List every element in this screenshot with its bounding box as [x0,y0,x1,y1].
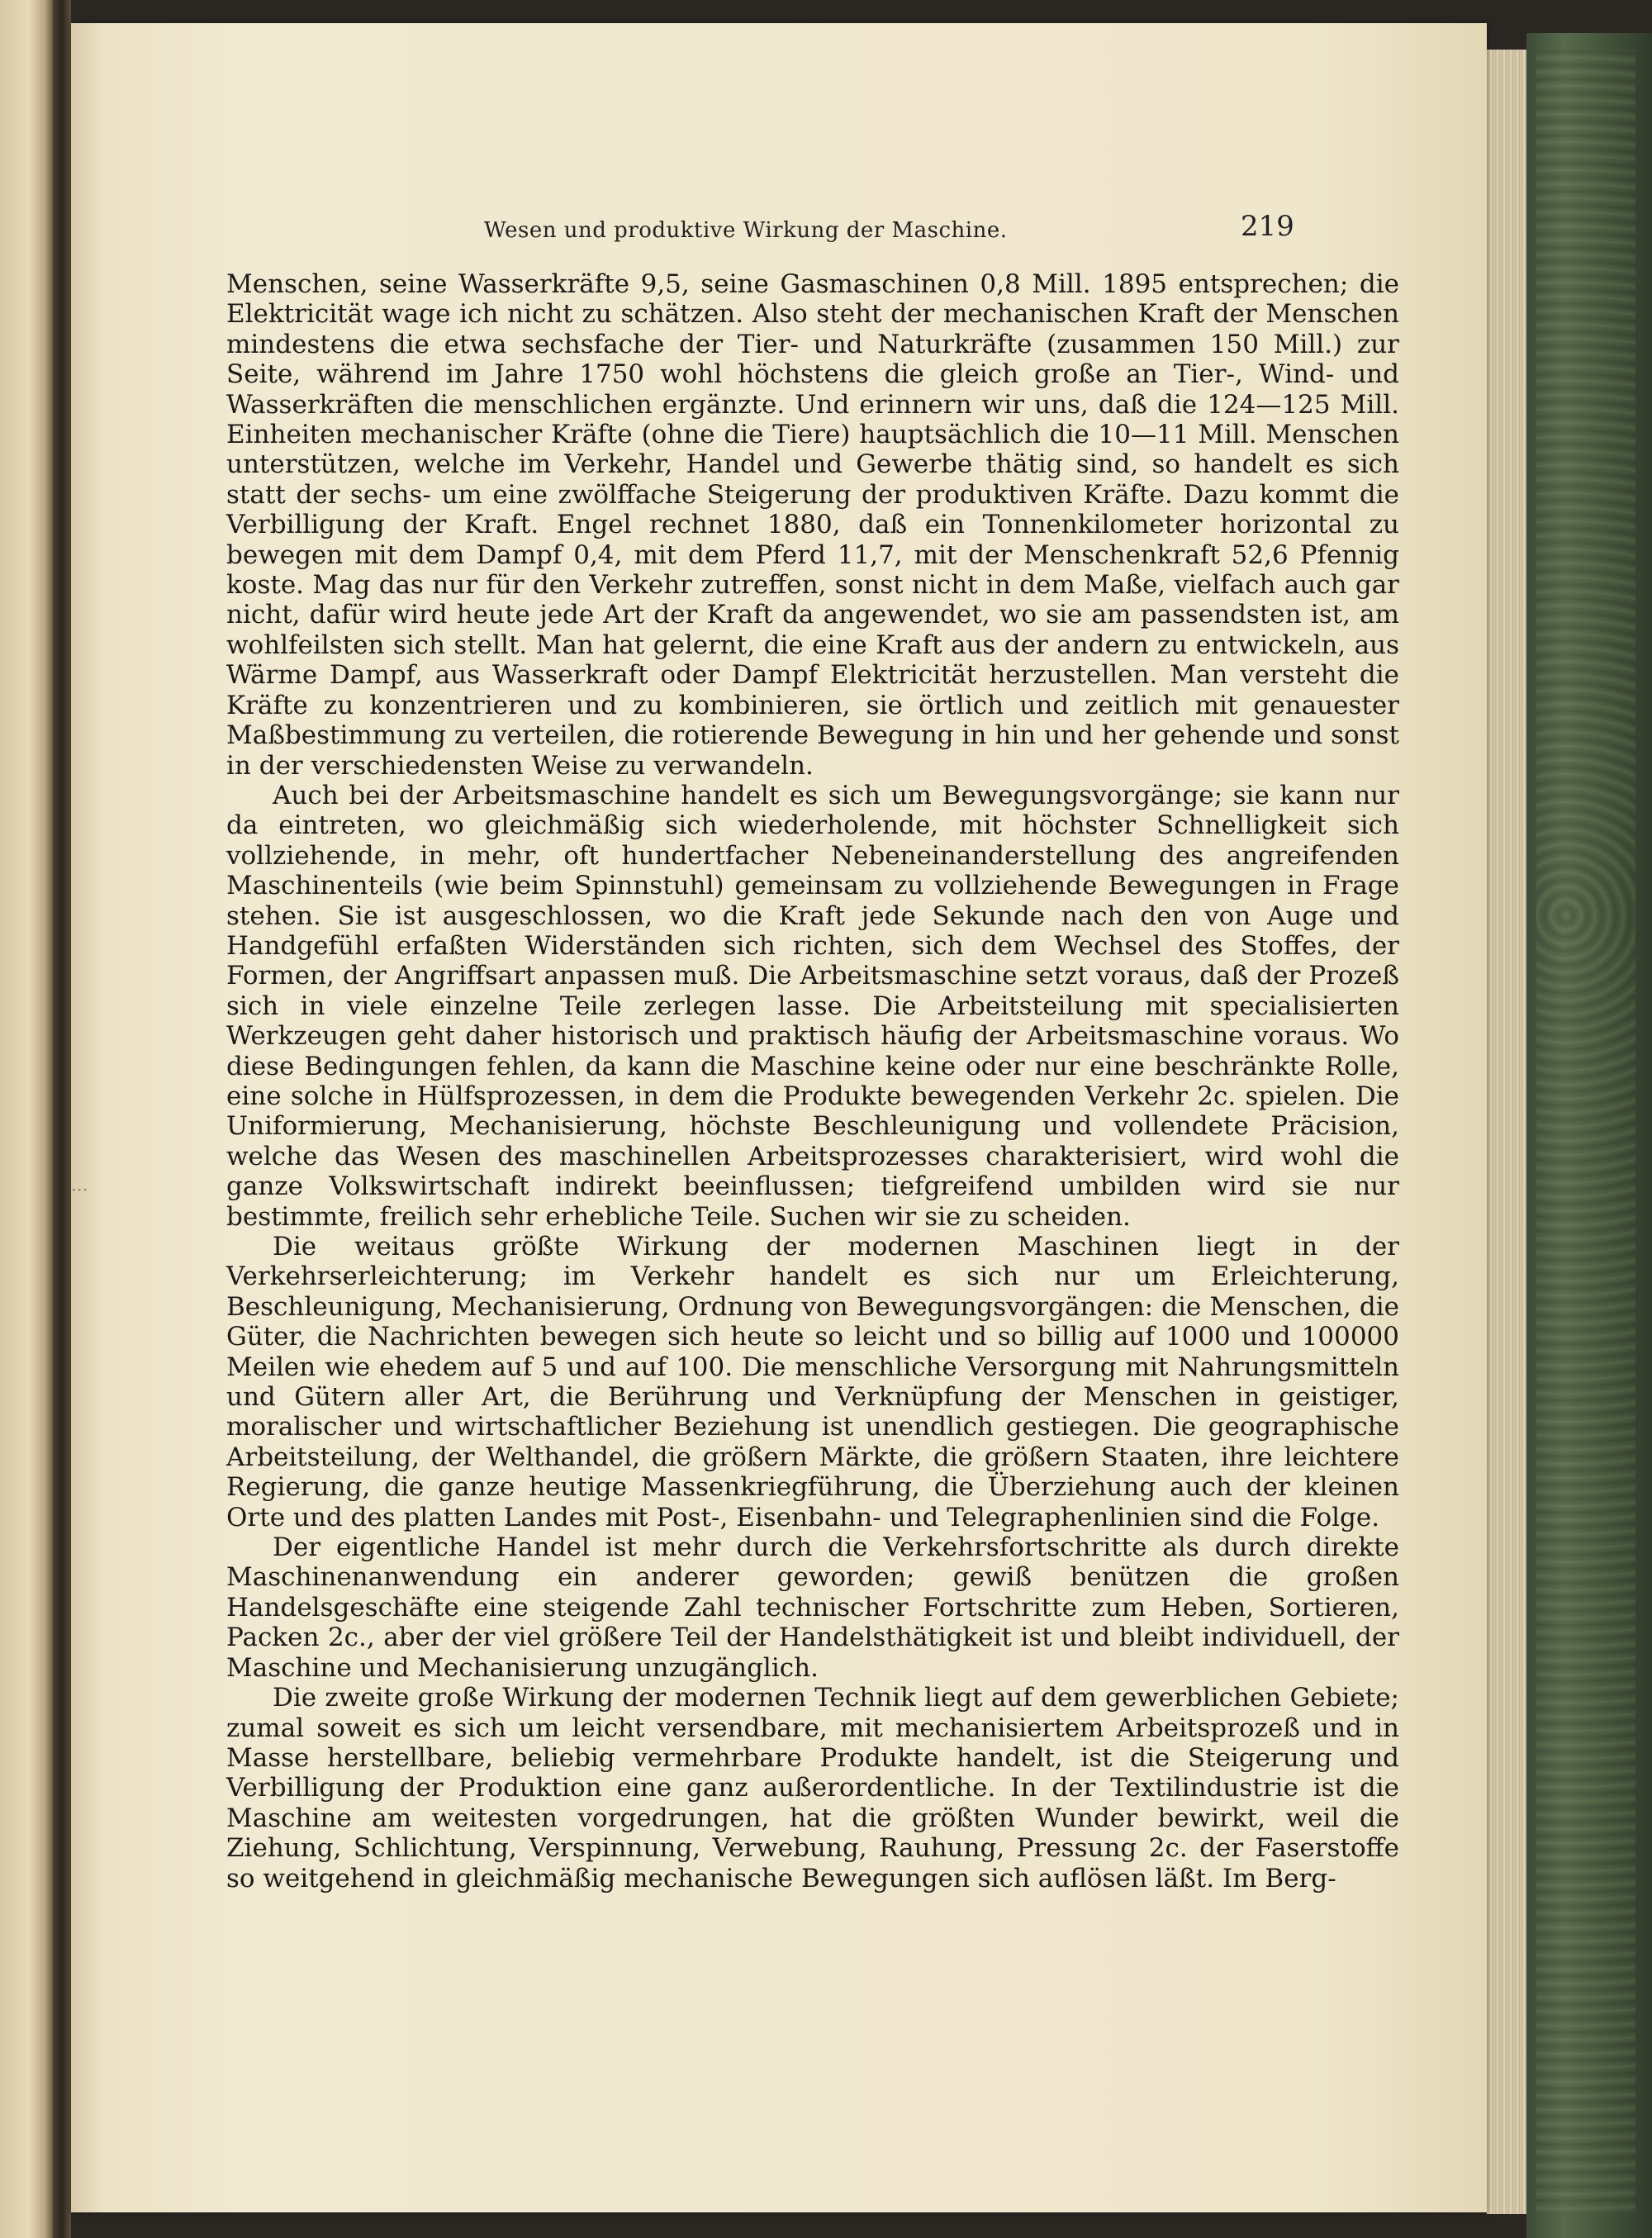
page-number: 219 [1241,210,1294,243]
paragraph: Der eigentliche Handel ist mehr durch die Verkehrsfortschritte als durch direkte Maschinenanwendung ein anderer geworden; gewiß benützen die großen Handelsgeschäfte eine steigende Zahl technischer Fortschritte zum Heben, Sortieren, Packen 2c., aber der viel größere Teil der Handelsthätigkeit ist und bleibt individuell, der Maschine und Mechanisierung unzugänglich. [226,1532,1399,1683]
page-header [71,207,1487,256]
book-page [71,23,1487,2212]
paragraph: Die zweite große Wirkung der modernen Technik liegt auf dem gewerblichen Gebiete; zumal soweit es sich um leicht versendbare, mit mechanisiertem Arbeitsprozeß und in Masse herstellbare, beliebig vermehrbare Produkte handelt, ist die Steigerung und Verbilligung der Produktion eine ganz außerordentliche. In der Textilindustrie ist die Maschine am weitesten vorgedrungen, hat die größten Wunder bewirkt, weil die Ziehung, Schlichtung, Verspinnung, Verwebung, Rauhung, Pressung 2c. der Faserstoffe so weitgehend in gleichmäßig mechanische Bewegungen sich auflösen läßt. Im Berg- [226,1683,1399,1894]
left-facing-page [0,0,53,2238]
page-edges [1487,50,1526,2214]
book-gutter [53,0,71,2238]
paragraph: Die weitaus größte Wirkung der modernen Maschinen liegt in der Verkehrserleichterung; im Verkehr handelt es sich nur um Erleichterung, Beschleunigung, Mechanisierung, Ordnung von Bewegungsvorgängen: die Menschen, die Güter, die Nachrichten bewegen sich heute so leicht und so billig auf 1000 und 100000 Meilen wie ehedem auf 5 und auf 100. Die menschliche Versorgung mit Nahrungsmitteln und Gütern aller Art, die Berührung und Verknüpfung der Menschen in geistiger, moralischer und wirtschaftlicher Beziehung ist unendlich gestiegen. Die geographische Arbeitsteilung, der Welthandel, die größern Märkte, die größern Staaten, ihre leichtere Regierung, die ganze heutige Massenkriegführung, die Überziehung auch der kleinen Orte und des platten Landes mit Post-, Eisenbahn- und Telegraphenlinien sind die Folge. [226,1232,1399,1532]
margin-mark: ⋅⋅⋅ [71,1180,88,1200]
body-text [226,269,1399,1894]
running-title: Wesen und produktive Wirkung der Maschine. [484,218,1008,243]
cover-texture [1536,50,1635,2214]
paragraph: Menschen, seine Wasserkräfte 9,5, seine Gasmaschinen 0,8 Mill. 1895 entsprechen; die Elektricität wage ich nicht zu schätzen. Also steht der mechanischen Kraft der Menschen mindestens die etwa sechsfache der Tier- und Naturkräfte (zusammen 150 Mill.) zur Seite, während im Jahre 1750 wohl höchstens die gleich große an Tier-, Wind- und Wasserkräften die menschlichen ergänzte. Und erinnern wir uns, daß die 124—125 Mill. Einheiten mechanischer Kräfte (ohne die Tiere) hauptsächlich die 10—11 Mill. Menschen unterstützen, welche im Verkehr, Handel und Gewerbe thätig sind, so handelt es sich statt der sechs- um eine zwölffache Steigerung der produktiven Kräfte. Dazu kommt die Verbilligung der Kraft. Engel rechnet 1880, daß ein Tonnenkilometer horizontal zu bewegen mit dem Dampf 0,4, mit dem Pferd 11,7, mit der Menschenkraft 52,6 Pfennig koste. Mag das nur für den Verkehr zutreffen, sonst nicht in dem Maße, vielfach auch gar nicht, dafür wird heute jede Art der Kraft da angewendet, wo sie am passendsten ist, am wohlfeilsten sich stellt. Man hat gelernt, die eine Kraft aus der andern zu entwickeln, aus Wärme Dampf, aus Wasserkraft oder Dampf Elektricität herzustellen. Man versteht die Kräfte zu konzentrieren und zu kombinieren, sie örtlich und zeitlich mit genauester Maßbestimmung zu verteilen, die rotierende Bewegung in hin und her gehende und sonst in der verschiedensten Weise zu verwandeln. [226,269,1399,781]
paragraph: Auch bei der Arbeitsmaschine handelt es sich um Bewegungsvorgänge; sie kann nur da eintreten, wo gleichmäßig sich wiederholende, mit höchster Schnelligkeit sich vollziehende, in mehr, oft hundertfacher Nebeneinanderstellung des angreifenden Maschinenteils (wie beim Spinnstuhl) gemeinsam zu vollziehende Bewegungen in Frage stehen. Sie ist ausgeschlossen, wo die Kraft jede Sekunde nach den von Auge und Handgefühl erfaßten Widerständen sich richten, sich dem Wechsel des Stoffes, der Formen, der Angriffsart anpassen muß. Die Arbeitsmaschine setzt voraus, daß der Prozeß sich in viele einzelne Teile zerlegen lasse. Die Arbeitsteilung mit specialisierten Werkzeugen geht daher historisch und praktisch häufig der Arbeitsmaschine voraus. Wo diese Bedingungen fehlen, da kann die Maschine keine oder nur eine beschränkte Rolle, eine solche in Hülfsprozessen, in dem die Produkte bewegenden Verkehr 2c. spielen. Die Uniformierung, Mechanisierung, höchste Beschleunigung und vollendete Präcision, welche das Wesen des maschinellen Arbeitsprozesses charakterisiert, wird wohl die ganze Volkswirtschaft indirekt beeinflussen; tiefgreifend umbilden wird sie nur bestimmte, freilich sehr erhebliche Teile. Suchen wir sie zu scheiden. [226,780,1399,1232]
